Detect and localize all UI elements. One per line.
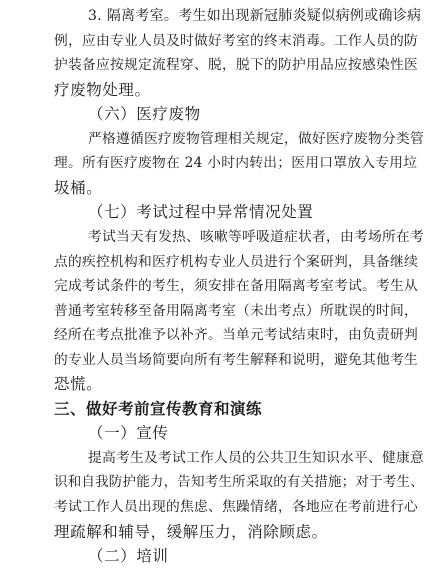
section-heading: （一）宣传 <box>88 424 169 443</box>
paragraph-line: 普通考室转移至备用隔离考室（未出考点）所耽误的时间， <box>54 302 419 319</box>
paragraph-line: 经所在考点批准予以补齐。当单元考试结束时，由负责研判 <box>54 327 419 344</box>
paragraph-line: 点的疾控机构和医疗机构专业人员进行个案研判，具备继续 <box>54 253 419 270</box>
paragraph-line: 理疏解和辅导，缓解压力，消除顾虑。 <box>54 522 328 541</box>
paragraph-line: 圾桶。 <box>54 178 103 197</box>
paragraph-line: 提高考生及考试工作人员的公共卫生知识水平、健康意 <box>88 449 425 466</box>
paragraph-line: 例，应由专业人员及时做好考室的终末消毒。工作人员的防 <box>54 32 419 49</box>
paragraph-line: 识和自我防护能力，告知考生所采取的有关措施；对于考生、 <box>54 474 424 491</box>
section-heading: （六）医疗废物 <box>88 105 201 124</box>
paragraph-line: 疗废物处理。 <box>54 80 151 99</box>
paragraph-line: 护装备应按规定流程穿、脱，脱下的防护用品应按感染性医 <box>54 57 419 74</box>
paragraph-line: 考试当天有发热、咳嗽等呼吸道症状者，由考场所在考 <box>88 228 425 245</box>
chapter-heading: 三、做好考前宣传教育和演练 <box>54 399 263 418</box>
paragraph-line: 恐慌。 <box>54 375 103 394</box>
section-heading: （七）考试过程中异常情况处置 <box>88 203 314 222</box>
paragraph-line: 考试工作人员出现的焦虑、焦躁情绪，各地应在考前进行心 <box>54 498 419 515</box>
paragraph-line: 严格遵循医疗废物管理相关规定，做好医疗废物分类管 <box>88 130 425 147</box>
paragraph-line: 的专业人员当场简要向所有考生解释和说明，避免其他考生 <box>54 351 419 368</box>
section-heading: （二）培训 <box>88 547 169 565</box>
paragraph-line: 完成考试条件的考生，须安排在备用隔离考室考试。考生从 <box>54 278 419 294</box>
paragraph-line: 3. 隔离考室。考生如出现新冠肺炎疑似病例或确诊病 <box>88 8 422 24</box>
paragraph-line: 理。所有医疗废物在 24 小时内转出；医用口罩放入专用垃 <box>54 155 418 172</box>
